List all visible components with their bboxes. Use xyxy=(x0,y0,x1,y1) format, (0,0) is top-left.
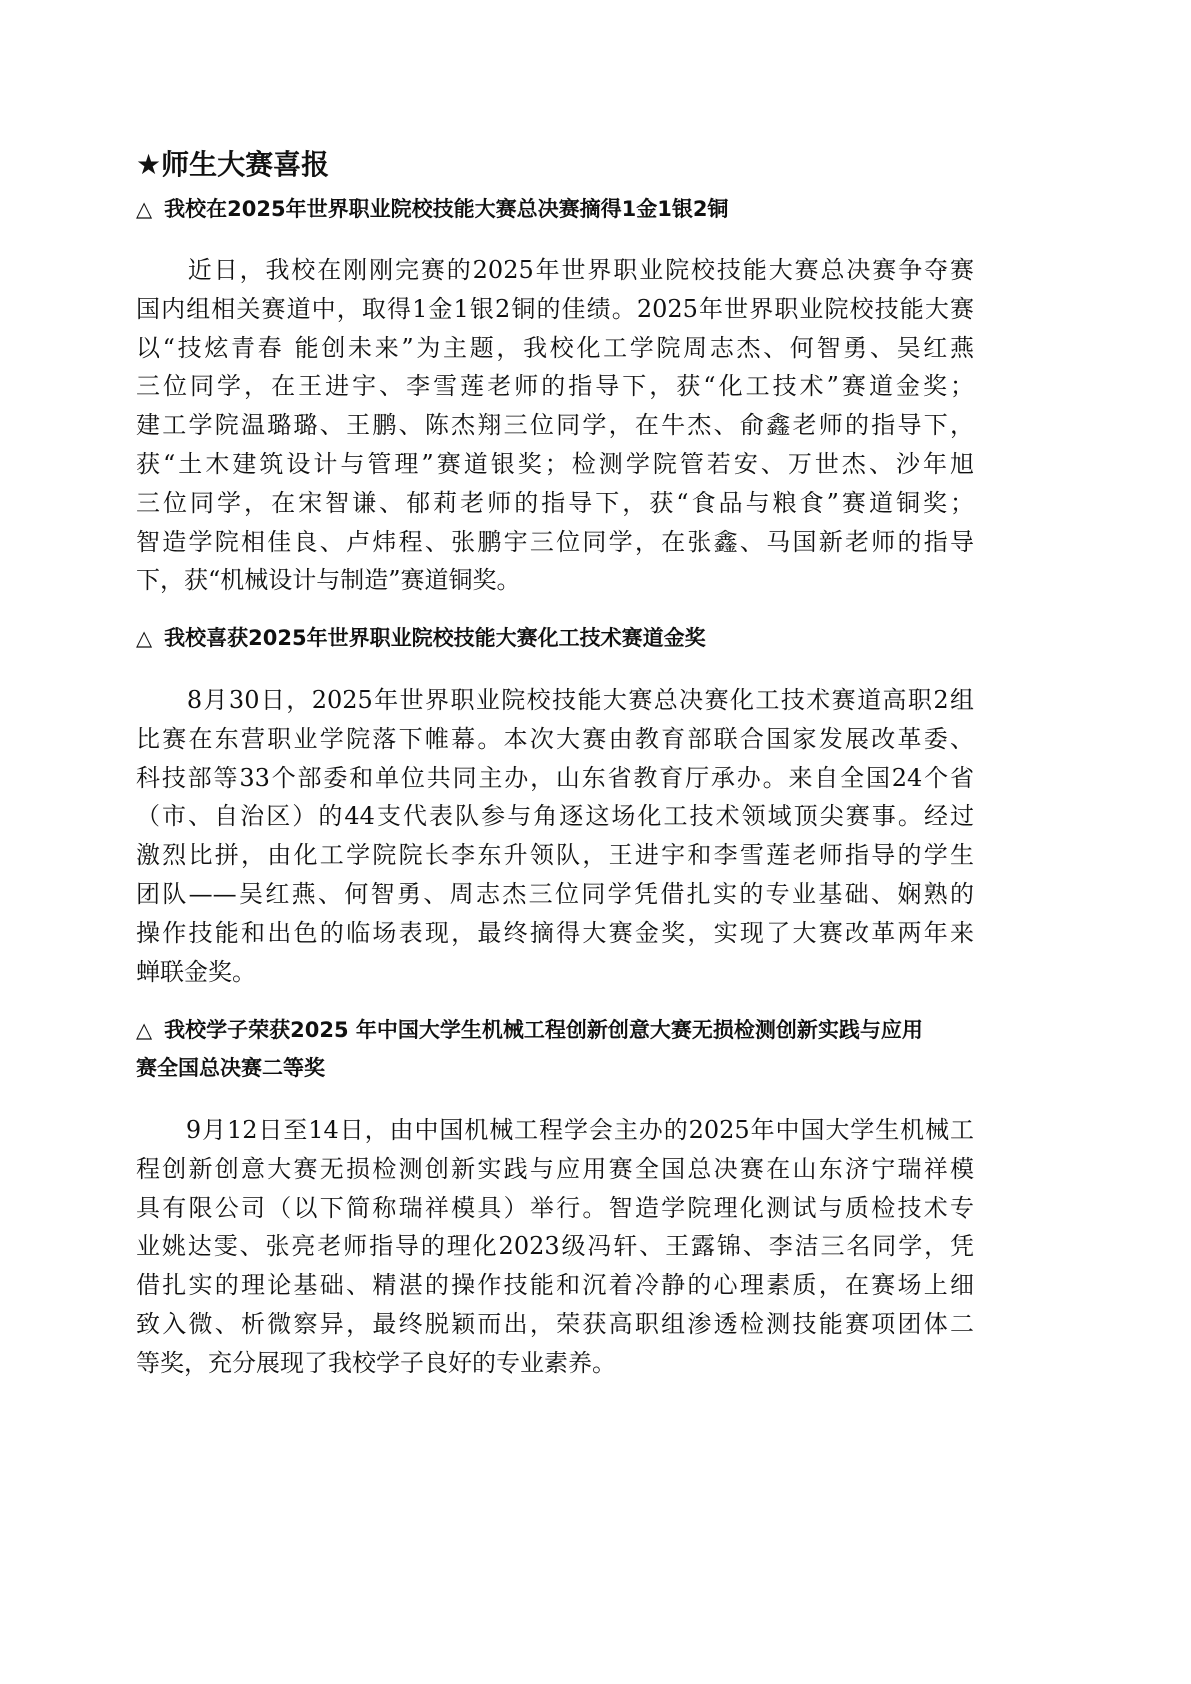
article-3-body xyxy=(136,1111,974,1383)
paragraph-line: 智造学院相佳良、卢炜程、张鹏宇三位同学，在张鑫、马国新老师的指导 xyxy=(136,527,974,556)
paragraph-line: 以“技炫青春 能创未来”为主题，我校化工学院周志杰、何智勇、吴红燕 xyxy=(136,333,974,362)
paragraph-line: 科技部等33个部委和单位共同主办，山东省教育厅承办。来自全国24个省 xyxy=(136,763,974,792)
paragraph-line: 团队——吴红燕、何智勇、周志杰三位同学凭借扎实的专业基础、娴熟的 xyxy=(136,879,974,908)
paragraph-line: 比赛在东营职业学院落下帷幕。本次大赛由教育部联合国家发展改革委、 xyxy=(136,724,974,753)
heading-text: 我校在2025年世界职业院校技能大赛总决赛摘得1金1银2铜 xyxy=(164,197,729,221)
triangle-icon: △ xyxy=(136,197,153,221)
paragraph-line: 激烈比拼，由化工学院院长李东升领队，王进宇和李雪莲老师指导的学生 xyxy=(136,841,974,870)
paragraph-line: 蝉联金奖。 xyxy=(136,957,256,986)
article-2-heading xyxy=(136,619,974,657)
paragraph-line: 8月30日，2025年世界职业院校技能大赛总决赛化工技术赛道高职2组 xyxy=(136,686,974,714)
paragraph-line: 三位同学，在王进宇、李雪莲老师的指导下，获“化工技术”赛道金奖； xyxy=(136,372,974,401)
article-2-body xyxy=(136,681,974,991)
paragraph-line: 借扎实的理论基础、精湛的操作技能和沉着冷静的心理素质，在赛场上细 xyxy=(136,1271,974,1300)
paragraph-line: 近日，我校在刚刚完赛的2025年世界职业院校技能大赛总决赛争夺赛 xyxy=(136,256,974,284)
paragraph-line: 致入微、析微察异，最终脱颖而出，荣获高职组渗透检测技能赛项团体二 xyxy=(136,1309,974,1338)
paragraph-line: 三位同学，在宋智谦、郁莉老师的指导下，获“食品与粮食”赛道铜奖； xyxy=(136,488,974,517)
paragraph-line: 业姚达雯、张亮老师指导的理化2023级冯轩、王露锦、李洁三名同学，凭 xyxy=(136,1232,974,1261)
section-title: ★师生大赛喜报 xyxy=(136,148,330,181)
paragraph-line: 获“土木建筑设计与管理”赛道银奖；检测学院管若安、万世杰、沙年旭 xyxy=(136,449,974,478)
heading-text: 我校学子荣获2025 年中国大学生机械工程创新创意大赛无损检测创新实践与应用 xyxy=(164,1018,923,1042)
paragraph-line: （市、自治区）的44支代表队参与角逐这场化工技术领域顶尖赛事。经过 xyxy=(136,802,974,831)
paragraph-line: 具有限公司（以下简称瑞祥模具）举行。智造学院理化测试与质检技术专 xyxy=(136,1193,974,1222)
paragraph-line: 下，获“机械设计与制造”赛道铜奖。 xyxy=(136,566,521,595)
paragraph-line: 操作技能和出色的临场表现，最终摘得大赛金奖，实现了大赛改革两年来 xyxy=(136,918,974,947)
triangle-icon: △ xyxy=(136,626,153,650)
paragraph-line: 程创新创意大赛无损检测创新实践与应用赛全国总决赛在山东济宁瑞祥模 xyxy=(136,1154,974,1183)
triangle-icon: △ xyxy=(136,1018,153,1042)
paragraph-line: 等奖，充分展现了我校学子良好的专业素养。 xyxy=(136,1348,616,1377)
paragraph-line: 国内组相关赛道中，取得1金1银2铜的佳绩。2025年世界职业院校技能大赛 xyxy=(136,294,974,323)
paragraph-line: 建工学院温璐璐、王鹏、陈杰翔三位同学，在牛杰、俞鑫老师的指导下， xyxy=(136,411,974,440)
heading-text: 我校喜获2025年世界职业院校技能大赛化工技术赛道金奖 xyxy=(164,626,706,650)
paragraph-line: 9月12日至14日，由中国机械工程学会主办的2025年中国大学生机械工 xyxy=(136,1116,974,1144)
article-1-body xyxy=(136,251,974,600)
article-1-heading xyxy=(136,190,974,228)
article-3-heading xyxy=(136,1011,1006,1087)
heading-text-continued: 赛全国总决赛二等奖 xyxy=(136,1056,325,1080)
